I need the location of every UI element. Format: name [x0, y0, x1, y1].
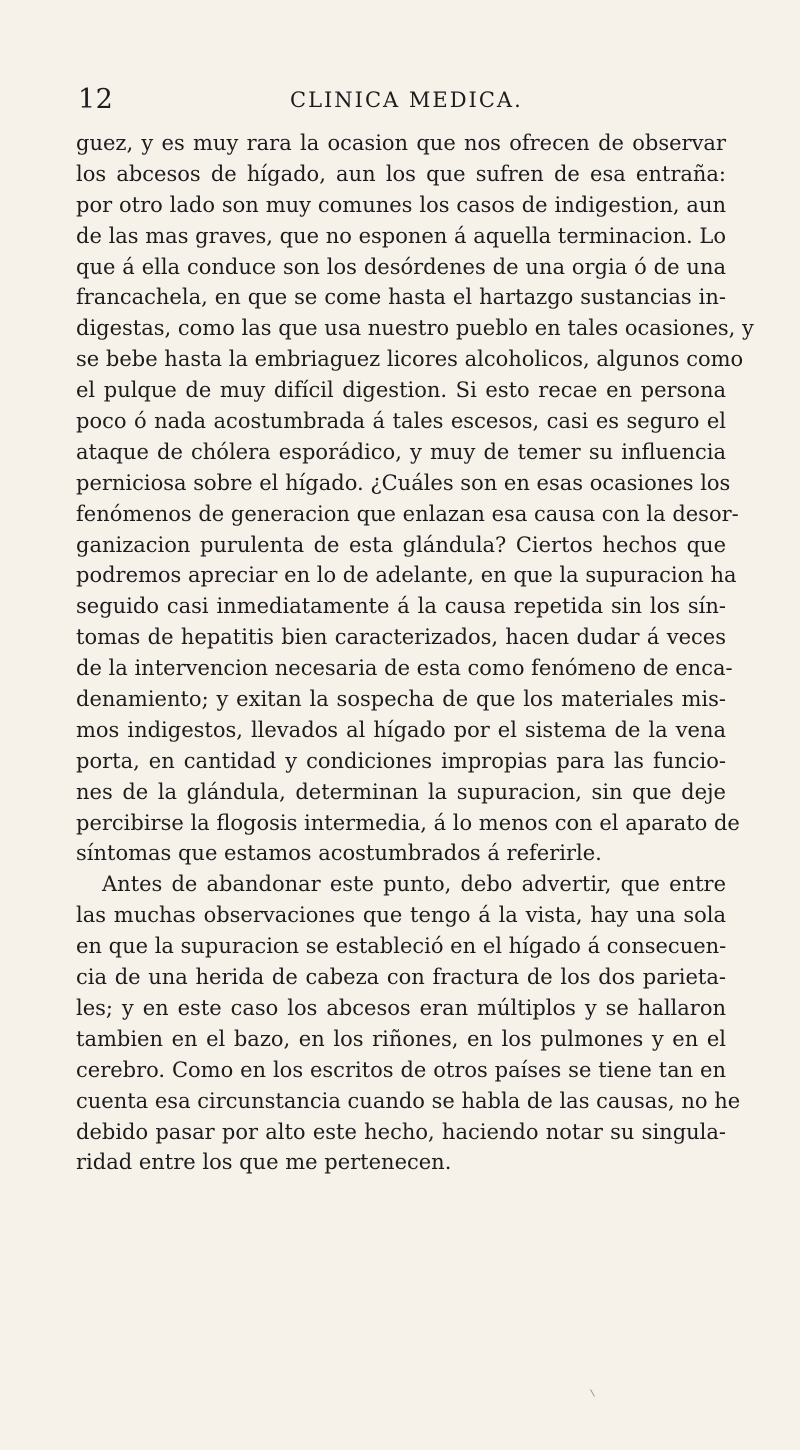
- text-line: poco ó nada acostumbrada á tales escesos, casi es seguro el: [76, 409, 726, 434]
- text-line: porta, en cantidad y condiciones impropias para las funcio-: [76, 748, 726, 773]
- body-text: [76, 128, 754, 1178]
- text-line: podremos apreciar en lo de adelante, en que la supuracion ha: [76, 563, 737, 588]
- text-line: síntomas que estamos acostumbrados á referirle.: [76, 841, 602, 866]
- print-mark: [590, 1389, 595, 1396]
- text-line: que á ella conduce son los desórdenes de una orgia ó de una: [76, 254, 726, 279]
- text-line: cia de una herida de cabeza con fractura de los dos parieta-: [76, 965, 726, 990]
- text-line: cuenta esa circunstancia cuando se habla de las causas, no he: [76, 1088, 741, 1113]
- text-line: perniciosa sobre el hígado. ¿Cuáles son en esas ocasiones los: [76, 470, 731, 495]
- running-head: [78, 84, 718, 118]
- text-line: percibirse la flogosis intermedia, á lo menos con el aparato de: [76, 810, 740, 835]
- text-line: francachela, en que se come hasta el hartazgo sustancias in-: [76, 285, 726, 310]
- paragraph-1: [76, 128, 754, 869]
- text-line: guez, y es muy rara la ocasion que nos ofrecen de observar: [76, 131, 726, 155]
- text-line: ataque de chólera esporádico, y muy de temer su influencia: [76, 439, 726, 464]
- page-number: 12: [78, 84, 114, 115]
- text-line: tambien en el bazo, en los riñones, en los pulmones y en el: [76, 1026, 726, 1051]
- text-line: tomas de hepatitis bien caracterizados, hacen dudar á veces: [76, 625, 726, 650]
- text-line: denamiento; y exitan la sospecha de que los materiales mis-: [76, 687, 726, 712]
- text-line: ganizacion purulenta de esta glándula? Ciertos hechos que: [76, 532, 726, 557]
- text-line: en que la supuracion se estableció en el hígado á consecuen-: [76, 934, 727, 959]
- text-line: el pulque de muy difícil digestion. Si esto recae en persona: [76, 378, 726, 403]
- text-line: se bebe hasta la embriaguez licores alcoholicos, algunos como: [76, 347, 744, 372]
- text-line: cerebro. Como en los escritos de otros países se tiene tan en: [76, 1057, 726, 1082]
- text-line: nes de la glándula, determinan la supuracion, sin que deje: [76, 779, 726, 804]
- running-title: CLINICA MEDICA.: [290, 88, 523, 112]
- text-line: Antes de abandonar este punto, debo advertir, que entre: [102, 872, 726, 897]
- text-line: los abcesos de hígado, aun los que sufren de esa entraña:: [76, 161, 726, 186]
- text-line: ridad entre los que me pertenecen.: [76, 1150, 452, 1175]
- text-line: les; y en este caso los abcesos eran múltiplos y se hallaron: [76, 995, 726, 1020]
- text-line: de las mas graves, que no esponen á aquella terminacion. Lo: [76, 223, 726, 248]
- text-line: digestas, como las que usa nuestro pueblo en tales ocasiones, y: [76, 316, 754, 341]
- text-line: de la intervencion necesaria de esta como fenómeno de enca-: [76, 656, 733, 681]
- text-line: fenómenos de generacion que enlazan esa causa con la desor-: [76, 501, 739, 526]
- paragraph-2: [76, 869, 741, 1178]
- text-line: debido pasar por alto este hecho, haciendo notar su singula-: [76, 1119, 726, 1144]
- text-line: las muchas observaciones que tengo á la vista, hay una sola: [76, 903, 726, 928]
- text-line: mos indigestos, llevados al hígado por el sistema de la vena: [76, 717, 726, 742]
- text-line: seguido casi inmediatamente á la causa repetida sin los sín-: [76, 594, 726, 619]
- text-line: por otro lado son muy comunes los casos de indigestion, aun: [76, 192, 726, 217]
